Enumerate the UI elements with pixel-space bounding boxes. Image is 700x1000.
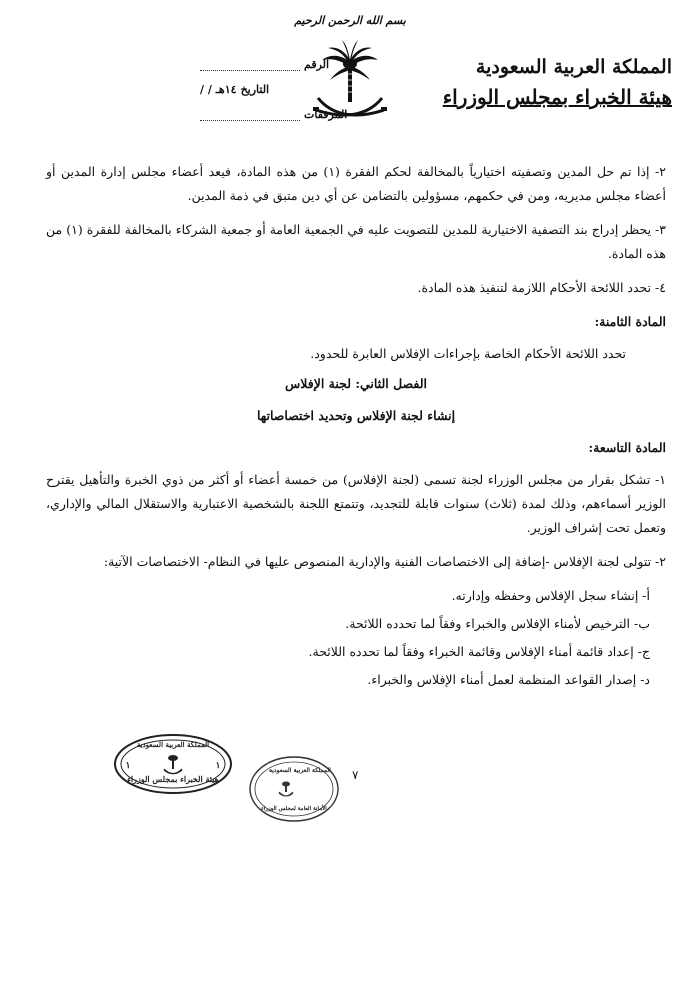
- org-name: هيئة الخبراء بمجلس الوزراء: [442, 85, 672, 109]
- chapter-title: الفصل الثاني: لجنة الإفلاس: [285, 376, 427, 391]
- page-number: ٧: [352, 768, 359, 782]
- article9-item1: ١- تشكل بقرار من مجلس الوزراء لجنة تسمى (لجنة الإفلاس) من خمسة أعضاء أو أكثر من ذوي الخبرة والتأهيل يقترح الوزير أسماءهم، وذلك لمدة (ثلاث) سنوات قابلة للتجديد، وتتمتع اللجنة بالشخصية الاعتبارية والاستقلال المالي والإداري، وتعمل تحت إشراف الوزير.: [46, 472, 666, 535]
- article7-item2: ٢- إذا تم حل المدين وتصفيته اختيارياً بالمخالفة لحكم الفقرة (١) من هذه المادة، فيعد أعضاء مجلس إدارة المدين أو أعضاء مجلس مديريه، ومن في حكمهم، مسؤولين بالتضامن عن أي دين متبق في ذمة المدين.: [46, 164, 666, 203]
- article7-item3: ٣- يحظر إدراج بند التصفية الاختيارية للمدين للتصويت عليه في الجمعية العامة أو جمعية الشركاء بالمخالفة للفقرة (١) من هذه المادة.: [46, 222, 666, 261]
- document-body: [46, 160, 666, 696]
- chapter-subtitle: إنشاء لجنة الإفلاس وتحديد اختصاصاتها: [256, 408, 456, 423]
- sub-item-c: ج- إعداد قائمة أمناء الإفلاس وقائمة الخبراء وفقاً لما تحدده اللائحة.: [308, 644, 650, 659]
- article7-item4: ٤- تحدد اللائحة الأحكام اللازمة لتنفيذ هذه المادة.: [417, 280, 666, 295]
- official-stamp-round: [246, 754, 342, 824]
- article9-item2: ٢- تتولى لجنة الإفلاس -إضافة إلى الاختصاصات الفنية والإدارية المنصوص عليها في النظام- الاختصاصات الآتية:: [103, 554, 666, 569]
- org-country: المملكة العربية السعودية: [475, 56, 672, 78]
- date-row: [200, 77, 360, 102]
- date-value: / / ١٤هـ: [200, 83, 237, 96]
- sub-item-d: د- إصدار القواعد المنظمة لعمل أمناء الإفلاس والخبراء.: [367, 672, 650, 687]
- stamp1-top-text: المملكة العربية السعودية: [136, 740, 210, 749]
- article8-text: تحدد اللائحة الأحكام الخاصة بإجراءات الإفلاس العابرة للحدود.: [310, 346, 626, 361]
- stamp1-bottom-text: هيئة الخبراء بمجلس الوزراء: [127, 774, 219, 784]
- ref-number-line: [200, 58, 300, 71]
- ref-number-label: الرقم: [304, 58, 330, 71]
- stamp2-top-text: المملكة العربية السعودية: [269, 767, 331, 774]
- sub-item-a: أ- إنشاء سجل الإفلاس وحفظه وإدارته.: [451, 588, 650, 603]
- sub-item-b: ب- الترخيص لأمناء الإفلاس والخبراء وفقاً لما تحدده اللائحة.: [345, 616, 650, 631]
- stamp1-number-right: ١: [215, 761, 221, 771]
- article8-title: المادة الثامنة:: [594, 314, 666, 329]
- ref-number-row: [200, 52, 360, 77]
- attachments-row: [200, 102, 360, 127]
- basmala: بسم الله الرحمن الرحيم: [294, 14, 406, 27]
- stamp1-emblem-icon: [164, 755, 182, 774]
- organization-header: [402, 52, 672, 112]
- attachments-label: المرفقات: [304, 108, 348, 121]
- official-stamp-oval: [112, 732, 234, 796]
- reference-fields: [200, 52, 360, 127]
- stamp2-bottom-text: الأمانة العامة لمجلس الوزراء: [261, 806, 327, 812]
- date-label: التاريخ: [240, 83, 270, 96]
- article9-title: المادة التاسعة:: [588, 440, 666, 455]
- attachments-line: [200, 108, 300, 121]
- stamp1-number: ١: [125, 761, 131, 771]
- stamp2-emblem-icon: [279, 782, 293, 796]
